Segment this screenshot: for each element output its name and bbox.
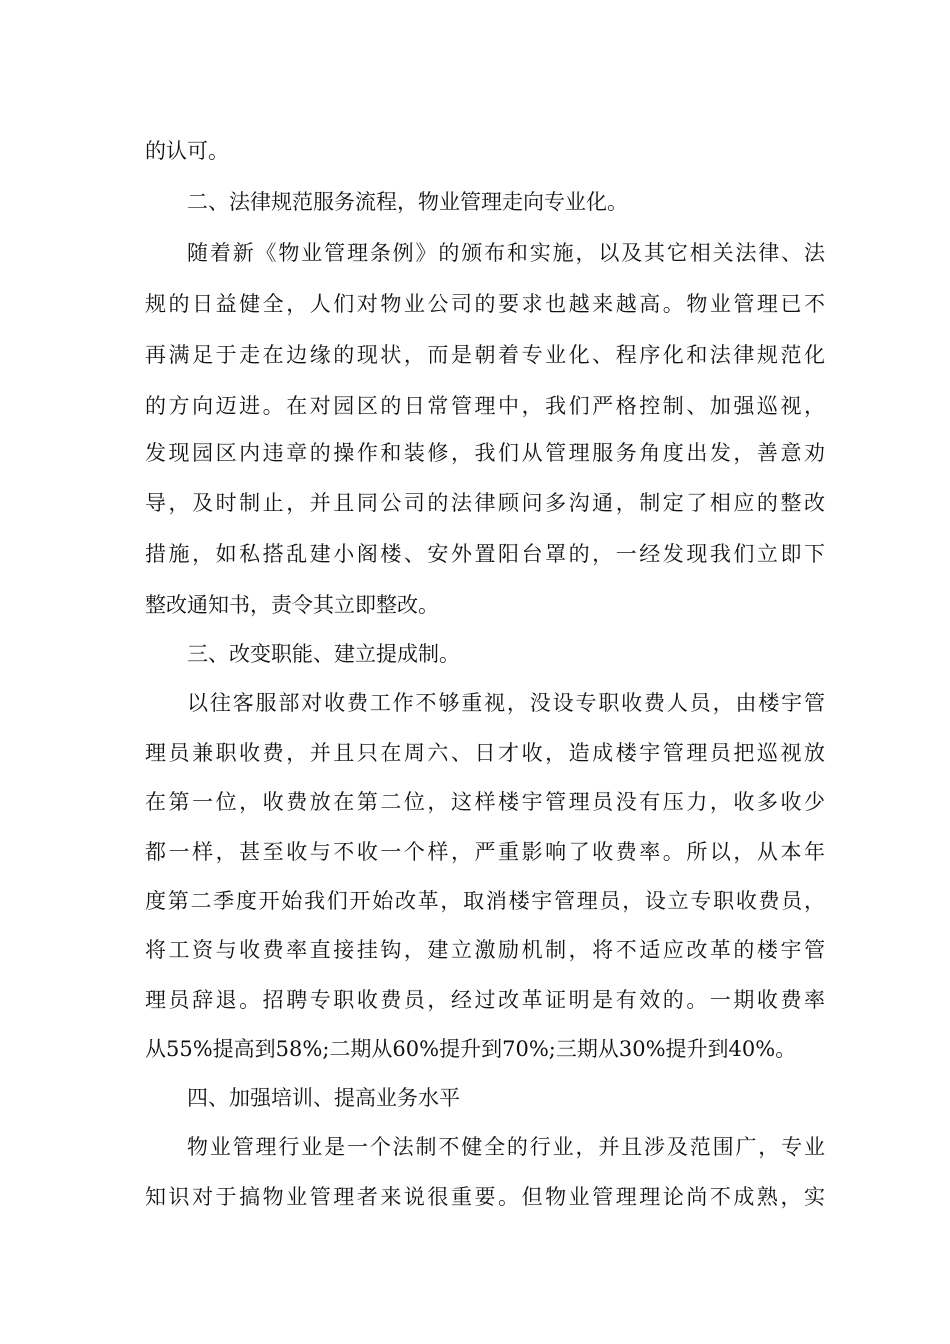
text-line: 发现园区内违章的操作和装修，我们从管理服务角度出发，善意劝 (145, 441, 825, 465)
text-line: 再满足于走在边缘的现状，而是朝着专业化、程序化和法律规范化 (145, 343, 825, 367)
text-line: 物业管理行业是一个法制不健全的行业，并且涉及范围广，专业 (187, 1135, 825, 1159)
section-heading: 二、法律规范服务流程，物业管理走向专业化。 (187, 190, 628, 214)
text-line: 随着新《物业管理条例》的颁布和实施，以及其它相关法律、法 (187, 241, 825, 265)
text-line: 规的日益健全，人们对物业公司的要求也越来越高。物业管理已不 (145, 292, 825, 316)
text-line: 知识对于搞物业管理者来说很重要。但物业管理理论尚不成熟，实 (145, 1185, 825, 1209)
text-line: 措施，如私搭乱建小阁楼、安外置阳台罩的，一经发现我们立即下 (145, 542, 825, 566)
text-line: 以往客服部对收费工作不够重视，没设专职收费人员，由楼宇管 (187, 691, 825, 715)
text-line: 在第一位，收费放在第二位，这样楼宇管理员没有压力，收多收少 (145, 790, 825, 814)
text-line: 都一样，甚至收与不收一个样，严重影响了收费率。所以，从本年 (145, 840, 825, 864)
section-heading: 四、加强培训、提高业务水平 (187, 1086, 460, 1110)
text-line: 导，及时制止，并且同公司的法律顾问多沟通，制定了相应的整改 (145, 491, 825, 515)
text-line: 理员兼职收费，并且只在周六、日才收，造成楼宇管理员把巡视放 (145, 741, 825, 765)
text-line: 度第二季度开始我们开始改革，取消楼宇管理员，设立专职收费员， (145, 889, 825, 913)
text-line: 理员辞退。招聘专职收费员，经过改革证明是有效的。一期收费率 (145, 988, 825, 1012)
text-line: 整改通知书，责令其立即整改。 (145, 593, 439, 617)
text-line: 将工资与收费率直接挂钩，建立激励机制，将不适应改革的楼宇管 (145, 938, 825, 962)
text-line: 的方向迈进。在对园区的日常管理中，我们严格控制、加强巡视， (145, 394, 825, 418)
section-heading: 三、改变职能、建立提成制。 (187, 642, 460, 666)
text-line: 的认可。 (145, 139, 229, 163)
text-line: 从55%提高到58%;二期从60%提升到70%;三期从30%提升到40%。 (145, 1037, 797, 1061)
